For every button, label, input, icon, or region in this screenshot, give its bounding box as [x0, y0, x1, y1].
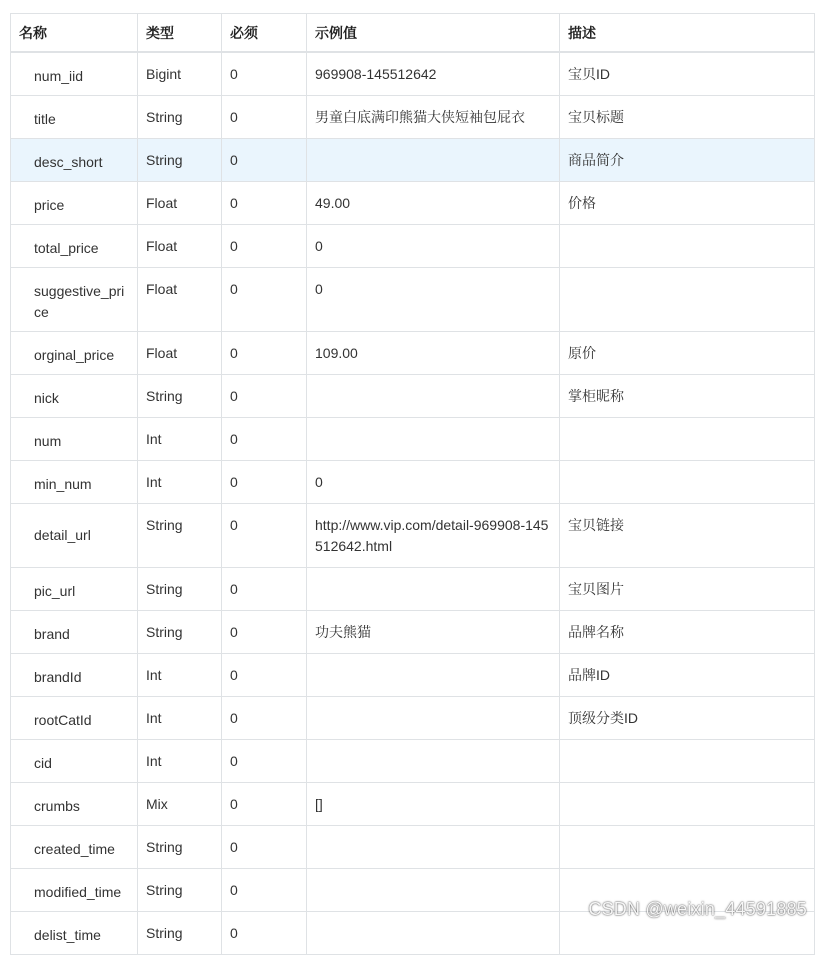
field-required-cell: 0: [222, 503, 307, 567]
header-description: 描述: [560, 14, 815, 52]
field-type-cell: Int: [138, 460, 222, 503]
field-name-cell: brandId: [11, 653, 138, 696]
field-type-cell: Bigint: [138, 52, 222, 96]
field-type-cell: Int: [138, 696, 222, 739]
field-description-cell: [560, 739, 815, 782]
field-type-cell: String: [138, 95, 222, 138]
field-type-cell: Float: [138, 224, 222, 267]
field-name-cell: price: [11, 181, 138, 224]
table-row: [11, 503, 815, 567]
table-row: [11, 825, 815, 868]
api-fields-table-container: [10, 13, 814, 955]
field-required-cell: 0: [222, 374, 307, 417]
field-type-cell: Int: [138, 653, 222, 696]
field-name-cell: cid: [11, 739, 138, 782]
field-example-cell: [307, 868, 560, 911]
header-example: 示例值: [307, 14, 560, 52]
table-row: [11, 653, 815, 696]
field-name-cell: detail_url: [11, 503, 138, 567]
field-description-cell: [560, 224, 815, 267]
field-name-cell: total_price: [11, 224, 138, 267]
field-example-cell: [307, 138, 560, 181]
field-description-cell: 宝贝链接: [560, 503, 815, 567]
field-required-cell: 0: [222, 782, 307, 825]
field-required-cell: 0: [222, 911, 307, 954]
field-description-cell: 价格: [560, 181, 815, 224]
field-name-cell: num: [11, 417, 138, 460]
field-name-cell: suggestive_price: [11, 267, 138, 331]
field-example-cell: 0: [307, 460, 560, 503]
field-type-cell: Int: [138, 739, 222, 782]
field-name-cell: orginal_price: [11, 331, 138, 374]
field-name-cell: crumbs: [11, 782, 138, 825]
field-name-cell: rootCatId: [11, 696, 138, 739]
field-example-cell: http://www.vip.com/detail-969908-145512642.html: [307, 503, 560, 567]
field-name-cell: min_num: [11, 460, 138, 503]
field-name-cell: title: [11, 95, 138, 138]
field-example-cell: 49.00: [307, 181, 560, 224]
field-required-cell: 0: [222, 267, 307, 331]
field-type-cell: Float: [138, 267, 222, 331]
field-description-cell: [560, 460, 815, 503]
field-type-cell: String: [138, 825, 222, 868]
field-type-cell: String: [138, 911, 222, 954]
table-row: [11, 417, 815, 460]
field-description-cell: 品牌ID: [560, 653, 815, 696]
field-name-cell: nick: [11, 374, 138, 417]
header-required: 必须: [222, 14, 307, 52]
field-description-cell: 掌柜昵称: [560, 374, 815, 417]
field-required-cell: 0: [222, 739, 307, 782]
field-example-cell: [307, 739, 560, 782]
table-row: [11, 95, 815, 138]
field-type-cell: Float: [138, 181, 222, 224]
field-example-cell: [307, 417, 560, 460]
table-row: [11, 782, 815, 825]
field-description-cell: 宝贝标题: [560, 95, 815, 138]
field-required-cell: 0: [222, 181, 307, 224]
field-description-cell: 原价: [560, 331, 815, 374]
api-fields-table: [10, 13, 815, 955]
table-row: [11, 567, 815, 610]
table-row: [11, 696, 815, 739]
field-type-cell: Int: [138, 417, 222, 460]
field-name-cell: brand: [11, 610, 138, 653]
field-example-cell: 969908-145512642: [307, 52, 560, 96]
field-name-cell: modified_time: [11, 868, 138, 911]
field-description-cell: [560, 417, 815, 460]
field-name-cell: created_time: [11, 825, 138, 868]
field-type-cell: String: [138, 868, 222, 911]
field-type-cell: String: [138, 567, 222, 610]
table-row: [11, 331, 815, 374]
field-required-cell: 0: [222, 417, 307, 460]
field-example-cell: [307, 825, 560, 868]
field-type-cell: Float: [138, 331, 222, 374]
field-type-cell: String: [138, 374, 222, 417]
field-description-cell: [560, 825, 815, 868]
table-row: [11, 181, 815, 224]
field-required-cell: 0: [222, 868, 307, 911]
field-required-cell: 0: [222, 52, 307, 96]
field-required-cell: 0: [222, 138, 307, 181]
field-example-cell: 109.00: [307, 331, 560, 374]
field-example-cell: [307, 911, 560, 954]
field-description-cell: 宝贝图片: [560, 567, 815, 610]
field-description-cell: 品牌名称: [560, 610, 815, 653]
field-required-cell: 0: [222, 825, 307, 868]
field-example-cell: [307, 567, 560, 610]
field-name-cell: pic_url: [11, 567, 138, 610]
header-type: 类型: [138, 14, 222, 52]
field-required-cell: 0: [222, 460, 307, 503]
field-example-cell: []: [307, 782, 560, 825]
csdn-watermark: CSDN @weixin_44591885: [588, 899, 807, 919]
field-description-cell: 宝贝ID: [560, 52, 815, 96]
field-example-cell: [307, 696, 560, 739]
field-required-cell: 0: [222, 696, 307, 739]
field-example-cell: 0: [307, 267, 560, 331]
table-body: [11, 52, 815, 955]
field-example-cell: [307, 374, 560, 417]
field-description-cell: [560, 267, 815, 331]
table-row: [11, 224, 815, 267]
field-example-cell: [307, 653, 560, 696]
table-row: [11, 610, 815, 653]
table-row-hovered: [11, 138, 815, 181]
header-name: 名称: [11, 14, 138, 52]
table-row: [11, 374, 815, 417]
field-description-cell: [560, 782, 815, 825]
table-header-row: [11, 14, 815, 52]
field-type-cell: String: [138, 503, 222, 567]
field-type-cell: String: [138, 610, 222, 653]
table-row: [11, 52, 815, 96]
field-name-cell: desc_short: [11, 138, 138, 181]
field-required-cell: 0: [222, 653, 307, 696]
field-required-cell: 0: [222, 224, 307, 267]
table-row: [11, 739, 815, 782]
field-required-cell: 0: [222, 331, 307, 374]
field-description-cell: 商品简介: [560, 138, 815, 181]
field-required-cell: 0: [222, 95, 307, 138]
field-name-cell: delist_time: [11, 911, 138, 954]
table-row: [11, 460, 815, 503]
field-type-cell: Mix: [138, 782, 222, 825]
field-example-cell: 男童白底满印熊猫大侠短袖包屁衣: [307, 95, 560, 138]
field-description-cell: 顶级分类ID: [560, 696, 815, 739]
field-example-cell: 功夫熊猫: [307, 610, 560, 653]
field-type-cell: String: [138, 138, 222, 181]
field-required-cell: 0: [222, 567, 307, 610]
field-name-cell: num_iid: [11, 52, 138, 96]
field-example-cell: 0: [307, 224, 560, 267]
table-row: [11, 267, 815, 331]
field-required-cell: 0: [222, 610, 307, 653]
